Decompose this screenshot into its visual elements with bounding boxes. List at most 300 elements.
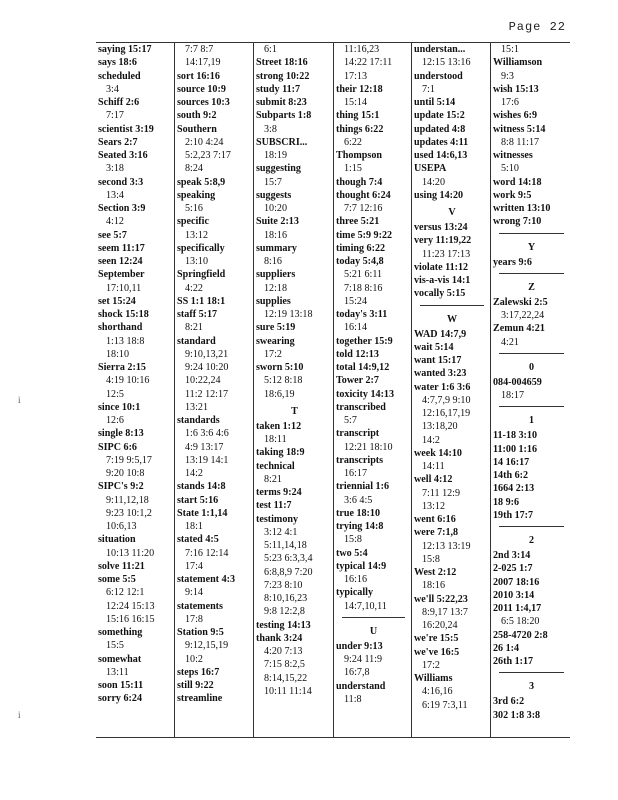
page-references: 12:18 [264,282,287,294]
index-term: south 9:2 [177,110,217,122]
index-term: today's 3:11 [336,309,388,320]
page-references: 8:21 [264,473,282,485]
page-references: 15:16 16:15 [106,613,155,625]
index-term: steps 16:7 [177,666,220,678]
page-references: 6:22 [344,136,362,148]
section-letter: T [291,405,298,417]
index-term: summary [256,242,297,254]
index-term: update 15:2 [414,110,465,122]
page-references: 4:19 10:16 [106,375,150,387]
page-references: 9:14 [185,587,203,599]
page-references: 4:20 7:13 [264,646,303,657]
index-term: swearing [256,335,295,347]
index-term: true 18:10 [336,507,381,519]
index-term: source 10:9 [177,83,226,95]
page-references: 5:16 [185,203,203,214]
page-references: 8:10,16,23 [264,593,308,604]
index-term: Seated 3:16 [98,150,148,161]
page-references: 7:15 8:2,5 [264,659,305,671]
index-term: work 9:5 [493,189,532,201]
page-references: 3:17,22,24 [501,310,545,321]
index-term: 3rd 6:2 [493,696,525,708]
index-term: transcripts [336,454,384,466]
index-term: Williams [414,673,453,684]
section-letter: 2 [528,535,535,546]
index-term: suppliers [256,269,296,281]
page-references: 7:17 [106,110,124,122]
page-references: 7:7 12:16 [344,203,383,214]
index-term: West 2:12 [414,567,457,578]
page-references: 18:10 [106,348,129,360]
index-term: until 5:14 [414,97,456,108]
page-references: 18:19 [264,150,287,161]
index-term: total 14:9,12 [336,362,390,373]
page-references: 5:10 [501,163,519,175]
index-term: streamline [177,693,223,705]
index-term: shorthand [98,322,143,334]
page-references: 7:16 12:14 [185,547,229,559]
index-term: solve 11:21 [98,560,145,572]
index-term: water 1:6 3:6 [414,381,471,393]
index-term: sworn 5:10 [256,362,304,373]
index-term: set 15:24 [98,295,136,307]
page-references: 7:19 9:5,17 [106,454,152,466]
page-references: 9:3 [501,70,514,82]
page-references: 6:19 7:3,11 [422,699,468,711]
page-references: 15:8 [422,553,440,565]
index-term: went 6:16 [414,514,456,525]
page-references: 4:12 [106,216,124,228]
index-term: Street 18:16 [256,57,308,69]
index-term: transcribed [336,401,386,413]
page-references: 1:13 18:8 [106,335,145,347]
page-references: 9:8 12:2,8 [264,606,305,618]
page-references: 14:20 [422,176,445,188]
page-references: 5:7 [344,415,357,426]
index-term: typical 14:9 [336,560,387,572]
index-term: study 11:7 [256,83,301,95]
index-term: Sierra 2:15 [98,362,146,373]
index-term: submit 8:23 [256,97,307,108]
index-term: still 9:22 [177,680,214,691]
index-column-5 [412,43,491,737]
index-term: SIPC 6:6 [98,441,137,453]
page-references: 13:10 [185,256,208,267]
index-term: seem 11:17 [98,242,145,254]
index-term: testimony [256,513,299,525]
index-term: 11-18 3:10 [493,430,538,442]
index-term: timing 6:22 [336,242,386,254]
index-term: Station 9:5 [177,627,224,638]
index-term: specific [177,216,209,228]
index-term: since 10:1 [98,401,141,413]
index-term: 302 1:8 3:8 [493,709,541,721]
index-term: 11:00 1:16 [493,443,538,455]
word-index-table [96,42,570,738]
index-term: Sears 2:7 [98,136,138,148]
page-references: 3:12 4:1 [264,526,298,538]
page-references: 9:23 10:1,2 [106,507,152,519]
page-references: 11:2 12:17 [185,388,229,400]
index-term: though 7:4 [336,176,383,188]
index-term: we're 15:5 [414,633,459,645]
index-term: their 12:18 [336,83,383,95]
index-term: understan... [414,44,466,55]
index-term: sort 16:16 [177,70,220,82]
page-references: 14:7,10,11 [344,600,387,612]
index-term: versus 13:24 [414,222,468,233]
index-term: used 14:6,13 [414,150,468,161]
index-term: two 5:4 [336,547,368,559]
index-term: wishes 6:9 [493,110,538,122]
index-term: 084-004659 [493,376,542,388]
index-term: statements [177,600,223,612]
page-references: 12:16,17,19 [422,408,471,419]
page-references: 17:4 [185,560,203,572]
index-term: 2007 18:16 [493,576,540,588]
page-references: 4:22 [185,282,203,294]
page-references: 5:23 6:3,3,4 [264,553,313,565]
page-references: 15:7 [264,176,282,188]
page-references: 17:2 [422,659,440,671]
page-references: 11:16,23 [344,44,380,55]
index-term: some 5:5 [98,574,136,585]
page-references: 10:11 11:14 [264,685,312,697]
index-term: wrong 7:10 [493,216,542,228]
index-term: typically [336,587,374,599]
index-term: years 9:6 [493,256,532,268]
index-term: under 9:13 [336,640,383,652]
index-term: SUBSCRI... [256,136,308,148]
index-term: SIPC's 9:2 [98,481,144,493]
index-term: were 7:1,8 [414,527,459,539]
index-term: specifically [177,242,225,254]
index-term: scientist 3:19 [98,123,154,135]
index-term: using 14:20 [414,189,464,201]
index-term: stated 4:5 [177,534,219,546]
page-references: 13:21 [185,401,208,413]
index-term: 14 16:17 [493,456,530,468]
page-references: 12:6 [106,415,124,426]
page-references: 7:11 12:9 [422,487,461,499]
index-column-1 [96,43,175,737]
page-references: 10:6,13 [106,521,137,532]
page-references: 17:2 [264,348,282,360]
page-references: 15:5 [106,640,124,652]
page-references: 9:20 10:8 [106,468,145,479]
index-term: witnesses [493,150,533,161]
section-divider [499,233,564,235]
index-term: week 14:10 [414,447,462,459]
page-references: 15:24 [344,295,367,307]
index-column-4 [334,43,412,737]
index-term: soon 15:11 [98,680,144,691]
index-term: suggests [256,189,292,201]
index-term: speak 5:8,9 [177,176,226,188]
page-references: 12:19 13:18 [264,309,313,320]
index-term: today 5:4,8 [336,256,384,267]
page-references: 10:2 [185,653,203,665]
page-references: 14:11 [422,461,445,472]
index-term: Springfield [177,269,226,281]
index-term: Tower 2:7 [336,375,379,387]
section-divider [499,406,564,408]
index-term: toxicity 14:13 [336,388,395,400]
index-term: SS 1:1 18:1 [177,295,226,307]
index-term: seen 12:24 [98,256,143,267]
index-term: standard [177,335,216,347]
page-references: 16:20,24 [422,620,458,631]
page-references: 1:15 [344,163,362,175]
index-term: updates 4:11 [414,136,469,148]
page-references: 3:4 [106,83,119,95]
index-term: Suite 2:13 [256,216,299,228]
section-divider [499,353,564,355]
page-references: 8:24 [185,163,203,175]
section-letter: Y [527,241,536,253]
page-references: 13:11 [106,666,129,678]
index-term: taking 18:9 [256,447,305,459]
section-divider [342,617,405,619]
index-term: strong 10:22 [256,70,310,82]
index-term: 258-4720 2:8 [493,629,548,641]
index-term: suggesting [256,163,301,175]
section-divider [499,526,564,528]
index-term: understood [414,70,463,82]
index-term: scheduled [98,70,141,82]
page-references: 16:16 [344,574,367,585]
index-term: 1664 2:13 [493,483,535,495]
page-references: 5:2,23 7:17 [185,150,231,161]
page-references: 3:6 4:5 [344,494,373,506]
page-references: 4:16,16 [422,686,453,698]
page-references: 13:12 [185,229,208,241]
index-term: 2011 1:4,17 [493,603,542,614]
index-term: told 12:13 [336,348,379,360]
index-term: supplies [256,295,291,307]
index-term: updated 4:8 [414,123,466,135]
index-term: very 11:19,22 [414,235,472,247]
index-column-2 [175,43,254,737]
index-term: Section 3:9 [98,203,146,214]
index-term: Subparts 1:8 [256,110,312,122]
index-term: thing 15:1 [336,110,380,122]
page-references: 6:8,8,9 7:20 [264,566,313,578]
page-references: 9:10,13,21 [185,348,229,360]
section-divider [420,305,484,307]
page-references: 10:13 11:20 [106,547,155,559]
page-references: 7:23 8:10 [264,579,303,591]
index-column-3 [254,43,334,737]
index-term: something [98,627,143,638]
page-references: 14:22 17:11 [344,57,393,69]
page-references: 12:24 15:13 [106,600,155,612]
page-references: 3:18 [106,163,124,175]
page-references: 11:8 [344,693,362,705]
index-term: violate 11:12 [414,261,469,273]
index-term: together 15:9 [336,335,393,347]
index-term: says 18:6 [98,57,137,69]
index-term: Zemun 4:21 [493,323,545,335]
page-references: 6:5 18:20 [501,616,540,628]
index-term: thought 6:24 [336,189,391,201]
page-references: 8:8 11:17 [501,136,540,148]
page-references: 7:7 8:7 [185,44,214,55]
page-references: 18:16 [422,580,445,592]
page-references: 8:21 [185,322,203,334]
page-references: 5:12 8:18 [264,375,303,387]
index-term: September [98,269,145,281]
page-references: 5:21 6:11 [344,269,383,281]
page-references: 5:11,14,18 [264,540,307,551]
index-term: test 11:7 [256,500,292,512]
index-term: thank 3:24 [256,632,303,644]
index-term: single 8:13 [98,428,144,440]
page-references: 14:17,19 [185,57,221,69]
index-term: statement 4:3 [177,574,236,585]
index-term: Zalewski 2:5 [493,296,548,308]
section-letter: 3 [528,681,535,693]
section-letter: Z [528,281,535,293]
margin-mark: i [18,395,21,405]
page-references: 13:4 [106,189,124,201]
index-term: 19th 17:7 [493,509,534,521]
page-references: 18:17 [501,390,524,401]
index-term: Williamson [493,57,543,69]
index-term: USEPA [414,163,447,175]
page-references: 18:16 [264,229,287,241]
page-references: 9:12,15,19 [185,640,229,652]
page-references: 10:20 [264,203,287,214]
section-divider [499,672,564,674]
section-divider [499,273,564,275]
section-letter: U [369,625,378,637]
index-term: understand [336,680,386,692]
index-term: 2nd 3:14 [493,550,531,561]
index-column-6 [491,43,570,737]
index-term: three 5:21 [336,216,380,228]
page-references: 13:18,20 [422,421,458,433]
page-references: 12:13 13:19 [422,540,471,552]
index-term: WAD 14:7,9 [414,328,467,340]
index-term: Thompson [336,150,383,161]
index-term: wait 5:14 [414,341,454,353]
index-term: situation [98,534,136,546]
section-letter: 0 [528,361,535,373]
index-term: testing 14:13 [256,619,311,631]
index-term: triennial 1:6 [336,481,389,493]
index-term: witness 5:14 [493,123,546,135]
index-term: written 13:10 [493,203,551,214]
index-term: 14th 6:2 [493,470,529,481]
index-term: wish 15:13 [493,83,539,95]
index-term: sure 5:19 [256,322,296,334]
page-references: 17:6 [501,97,519,108]
page-references: 8:14,15,22 [264,672,308,684]
page-references: 9:24 10:20 [185,362,229,373]
page-references: 11:23 17:13 [422,248,471,260]
page-references: 15:8 [344,534,362,546]
index-term: time 5:9 9:22 [336,229,393,241]
page-references: 12:21 18:10 [344,441,393,453]
page-references: 13:12 [422,500,445,512]
index-term: technical [256,460,295,472]
index-term: we've 16:5 [414,646,460,658]
index-term: trying 14:8 [336,521,384,532]
page-references: 18:1 [185,521,203,532]
section-letter: W [446,313,458,325]
page-references: 18:6,19 [264,388,295,400]
page-references: 7:1 [422,83,435,95]
index-term: Southern [177,123,217,135]
index-term: vis-a-vis 14:1 [414,275,471,286]
index-term: Schiff 2:6 [98,97,140,108]
index-term: transcript [336,428,380,440]
page-references: 18:11 [264,434,287,445]
index-term: somewhat [98,653,142,665]
index-term: start 5:16 [177,494,219,506]
page-references: 9:24 11:9 [344,654,383,665]
page-references: 4:9 13:17 [185,441,224,453]
index-term: 2010 3:14 [493,589,535,601]
page-references: 12:5 [106,388,124,400]
index-term: standards [177,415,220,426]
index-term: 26 1:4 [493,642,520,654]
page-references: 2:10 4:24 [185,136,224,148]
section-letter: V [448,207,456,218]
page-references: 13:19 14:1 [185,454,229,466]
page-references: 14:2 [185,468,203,479]
index-term: shock 15:18 [98,309,149,320]
page-references: 6:1 [264,44,277,55]
index-term: 18 9:6 [493,496,520,508]
page-references: 14:2 [422,434,440,446]
page-references: 17:13 [344,70,367,82]
page-references: 16:7,8 [344,667,370,679]
index-term: terms 9:24 [256,487,302,498]
index-term: State 1:1,14 [177,507,228,519]
index-term: well 4:12 [414,474,453,486]
page-references: 15:1 [501,44,519,55]
page-references: 6:12 12:1 [106,587,145,599]
index-term: want 15:17 [414,355,462,366]
index-term: 26th 1:17 [493,656,534,667]
page-references: 9:11,12,18 [106,494,149,506]
page-references: 17:8 [185,613,203,625]
page-references: 17:10,11 [106,282,142,294]
page-references: 8:9,17 13:7 [422,606,468,618]
index-term: second 3:3 [98,176,144,188]
page-number: Page 22 [508,20,566,34]
margin-mark: i [18,710,21,720]
page-references: 7:18 8:16 [344,282,383,294]
page-references: 4:21 [501,336,519,348]
index-term: 2-025 1:7 [493,563,533,575]
page-references: 4:7,7,9 9:10 [422,394,471,406]
index-term: things 6:22 [336,123,384,135]
page-references: 8:16 [264,256,282,267]
page-references: 1:6 3:6 4:6 [185,428,229,440]
page-references: 3:8 [264,123,277,135]
page-references: 16:17 [344,468,367,479]
page-references: 10:22,24 [185,375,221,387]
section-letter: 1 [528,415,535,427]
index-term: saying 15:17 [98,44,152,55]
index-term: wanted 3:23 [414,368,467,380]
index-term: speaking [177,189,216,201]
index-term: taken 1:12 [256,420,302,432]
index-term: word 14:18 [493,176,542,188]
